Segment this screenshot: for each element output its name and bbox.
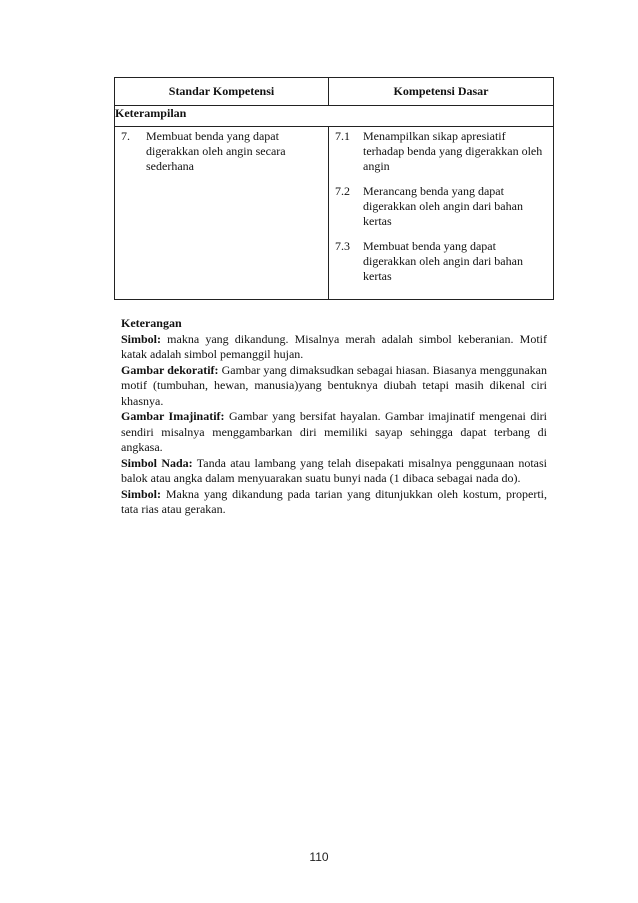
kompetensi-number: 7.3: [335, 239, 350, 253]
keterangan-term: Gambar dekoratif:: [121, 362, 219, 377]
keterangan-title: Keterangan: [121, 316, 182, 330]
keterangan-entry: [121, 332, 547, 363]
table-body-row: [115, 127, 554, 300]
kompetensi-item: [335, 184, 553, 229]
standar-number: 7.: [121, 129, 130, 143]
competency-table: [114, 77, 554, 300]
kompetensi-number: 7.2: [335, 184, 350, 198]
header-standar-kompetensi: Standar Kompetensi: [115, 78, 329, 106]
header-kompetensi-dasar: Kompetensi Dasar: [329, 78, 554, 106]
keterangan-entry: [121, 487, 547, 518]
standar-text: Membuat benda yang dapat digerakkan oleh angin secara sederhana: [146, 129, 286, 173]
keterangan-entry: [121, 363, 547, 410]
keterangan-desc: Gambar yang bersifat hayalan. Gambar imajinatif mengenai diri sendiri misalnya menggambarkan diri memiliki sayap sehingga dapat terbang di angkasa.: [121, 409, 547, 454]
keterangan-section: [121, 316, 547, 518]
kompetensi-item: [335, 239, 553, 284]
kompetensi-text: Membuat benda yang dapat digerakkan oleh angin dari bahan kertas: [363, 239, 523, 283]
standar-cell: [115, 127, 329, 300]
keterangan-entry: [121, 409, 547, 456]
table-header-row: [115, 78, 554, 106]
keterangan-desc: makna yang dikandung. Misalnya merah adalah simbol keberanian. Motif katak adalah simbol pemanggil hujan.: [121, 331, 547, 361]
section-row: [115, 106, 554, 127]
kompetensi-cell: [329, 127, 554, 300]
standar-item: [115, 127, 328, 174]
keterangan-term: Simbol:: [121, 331, 162, 346]
keterangan-desc: Gambar yang dimaksudkan sebagai hiasan. Biasanya menggunakan motif (tumbuhan, hewan, manusia)yang bentuknya diubah tetapi masih dikenal ciri khasnya.: [121, 362, 548, 408]
kompetensi-text: Merancang benda yang dapat digerakkan oleh angin dari bahan kertas: [363, 184, 523, 228]
kompetensi-number: 7.1: [335, 129, 350, 143]
keterangan-term: Simbol:: [121, 486, 162, 501]
kompetensi-text: Menampilkan sikap apresiatif terhadap benda yang digerakkan oleh angin: [363, 129, 543, 173]
keterangan-term: Gambar Imajinatif:: [121, 409, 225, 423]
keterangan-entry: [121, 456, 547, 487]
keterangan-desc: Tanda atau lambang yang telah disepakati misalnya penggunaan notasi balok atau angka dalam menyuarakan suatu bunyi nada (1 dibaca sebagai nada do).: [121, 455, 547, 485]
section-label: Keterampilan: [115, 106, 554, 127]
keterangan-desc: Makna yang dikandung pada tarian yang ditunjukkan oleh kostum, properti, tata rias atau gerakan.: [121, 486, 547, 516]
page-number: 110: [309, 850, 329, 864]
kompetensi-item: [335, 129, 553, 174]
keterangan-term: Simbol Nada:: [121, 455, 193, 470]
